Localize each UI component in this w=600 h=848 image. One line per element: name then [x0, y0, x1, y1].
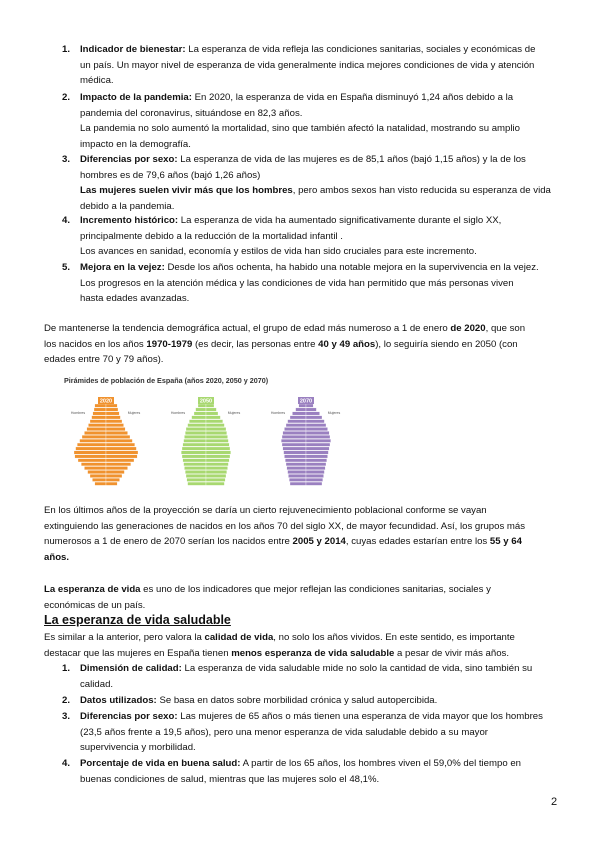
page-number: 2	[551, 796, 558, 808]
text: ), lo seguiría siendo en 2050 (con	[375, 338, 518, 350]
pyramid-bar-left	[90, 420, 106, 423]
list-item	[62, 260, 562, 307]
paragraph-rejuvenecimiento	[44, 503, 554, 565]
figure-title: Pirámides de población de España (años 2020, 2050 y 2070)	[64, 376, 269, 385]
item-text: La esperanza de vida saludable mide no solo la cantidad de vida, sino también su	[184, 663, 533, 674]
item-number: 3.	[62, 711, 71, 722]
pyramid-bar-left	[90, 474, 106, 477]
text: Es similar a la anterior, pero valora la	[44, 632, 205, 643]
item-text: calidad.	[80, 678, 114, 690]
pyramid-bar-left	[84, 466, 106, 469]
item-number: 3.	[62, 154, 71, 165]
text: , que son	[485, 323, 526, 334]
item-number: 1.	[62, 44, 71, 55]
pyramid-bar-right	[206, 435, 228, 438]
text: numerosos a 1 de enero de 2070 serían los nacidos entre	[44, 536, 293, 547]
pyramid-bar-right	[106, 439, 132, 442]
pyramid-bar-right	[206, 427, 226, 430]
pyramid-bar-left	[284, 455, 306, 458]
pyramid-bar-left	[184, 435, 206, 438]
label-mujeres: Mujeres	[227, 411, 241, 415]
pyramid-bar-right	[306, 478, 323, 481]
pyramid-bar-left	[289, 478, 306, 481]
pyramid-bar-left	[184, 463, 206, 466]
item-text: médica.	[80, 75, 114, 86]
pyramid-bar-left	[81, 463, 106, 466]
pyramid-bar-left	[95, 482, 106, 485]
pyramid-bar-right	[306, 427, 328, 430]
pyramid-bar-right	[306, 420, 324, 423]
list-item	[62, 213, 562, 260]
pyramid-bar-right	[206, 478, 225, 481]
pyramid-bar-right	[106, 466, 128, 469]
pyramid-bar-right	[106, 420, 122, 423]
pyramid-bar-right	[306, 455, 328, 458]
pyramid-bar-left	[284, 451, 306, 454]
pyramid-bar-left	[92, 478, 106, 481]
text: De mantenerse la tendencia demográfica actual, el grupo de edad más numeroso a 1 de enero	[44, 323, 451, 334]
emphasis: 55 y 64	[489, 536, 522, 547]
pyramid-bar-right	[306, 412, 320, 415]
pyramid-bar-right	[306, 463, 326, 466]
text: , no solo los años vividos. En este sentido, es importante	[273, 632, 515, 643]
pyramid-bar-right	[106, 416, 120, 419]
item-number: 2.	[62, 92, 71, 103]
paragraph-tendencia	[44, 321, 554, 368]
pyramid-bar-left	[94, 408, 106, 411]
pyramid-bar-left	[296, 408, 306, 411]
pyramid-bar-right	[306, 431, 329, 434]
pyramid-bar-right	[206, 443, 229, 446]
pyramid-bar-left	[188, 424, 206, 427]
item-title: Porcentaje de vida en buena salud:	[80, 758, 241, 769]
item-number: 4.	[62, 758, 71, 769]
item-text: , pero ambos sexos han visto reducida su esperanza de vida	[292, 185, 551, 196]
pyramid-bar-left	[182, 455, 206, 458]
pyramid-bar-right	[306, 408, 316, 411]
emphasis: La esperanza de vida	[44, 584, 141, 595]
item-title: Diferencias por sexo:	[80, 154, 178, 165]
label-hombres: Hombres	[70, 411, 86, 415]
emphasis: 40 y 49 años	[318, 338, 376, 350]
pyramid-bar-right	[306, 470, 324, 473]
pyramid-bar-right	[306, 443, 330, 446]
item-title: Indicador de bienestar:	[80, 44, 186, 55]
pyramid-bar-left	[84, 431, 106, 434]
text: extinguiendo las generaciones de nacidos en los años 70 del siglo XX, de mayor fecundidad. Así, los grupos más	[44, 520, 526, 532]
emphasis: calidad de vida	[204, 632, 274, 643]
pyramid-bar-right	[206, 424, 224, 427]
year-label: 2050	[199, 398, 213, 405]
text: los nacidos en los años	[44, 338, 147, 350]
pyramid-bar-right	[106, 412, 119, 415]
pyramid-bar-right	[206, 470, 227, 473]
pyramid-bar-right	[306, 459, 327, 462]
item-text: debido a la pandemia.	[80, 200, 175, 212]
pyramid-bar-left	[286, 463, 306, 466]
emphasis: 1970-1979	[146, 338, 193, 350]
pyramid-2070	[271, 397, 341, 485]
pyramid-bar-left	[77, 443, 106, 446]
pyramid-bar-left	[288, 420, 306, 423]
pyramid-bar-left	[78, 459, 106, 462]
emphasis: años.	[44, 551, 70, 563]
pyramid-bar-right	[106, 431, 128, 434]
item-text: (23,5 años frente a 19,5 años), pero una menor esperanza de vida saludable debido a su mayor	[80, 726, 489, 738]
pyramid-bar-left	[186, 427, 206, 430]
paragraph-indicador	[44, 582, 554, 613]
pyramid-bar-left	[188, 482, 206, 485]
pyramid-bar-right	[106, 463, 131, 466]
text: (es decir, las personas entre	[192, 338, 319, 350]
pyramid-bar-left	[284, 427, 306, 430]
item-number: 2.	[62, 695, 71, 706]
label-hombres: Hombres	[170, 411, 186, 415]
pyramid-bar-left	[80, 439, 106, 442]
item-text: La esperanza de vida refleja las condiciones sanitarias, sociales y económicas de	[188, 44, 536, 55]
pyramid-bar-right	[106, 459, 134, 462]
emphasis: de 2020	[450, 323, 486, 334]
pyramid-bar-left	[92, 416, 106, 419]
list-item	[62, 709, 562, 756]
list-item	[62, 693, 562, 709]
pyramid-bar-left	[290, 416, 306, 419]
pyramid-bar-left	[283, 431, 306, 434]
pyramid-bar-left	[292, 412, 306, 415]
pyramid-bar-right	[206, 466, 228, 469]
item-text: Los progresos en la atención médica y las condiciones de vida han permitido que más personas viven	[80, 277, 514, 289]
pyramid-2020	[71, 397, 141, 485]
pyramid-bar-right	[106, 443, 135, 446]
item-text: Desde los años ochenta, ha habido una notable mejora en la supervivencia en la vejez.	[167, 262, 539, 273]
year-label: 2020	[99, 398, 113, 405]
pyramid-bar-right	[206, 455, 230, 458]
text: destacar que las mujeres en España tienen	[44, 647, 232, 659]
pyramid-bar-right	[206, 412, 218, 415]
list-item	[62, 661, 562, 692]
pyramid-bar-left	[288, 470, 306, 473]
pyramid-bar-right	[106, 408, 118, 411]
item-text: En 2020, la esperanza de vida en España disminuyó 1,24 años debido a la	[194, 92, 514, 103]
pyramid-bar-left	[189, 420, 206, 423]
item-text: buenas condiciones de salud, mientras que las mujeres solo el 48,1%.	[80, 773, 380, 785]
population-pyramids-figure	[64, 376, 354, 496]
pyramid-bar-right	[306, 435, 330, 438]
pyramid-bar-right	[106, 482, 117, 485]
year-label: 2070	[299, 398, 313, 405]
item-number: 1.	[62, 663, 71, 674]
pyramid-bar-right	[106, 435, 130, 438]
item-title: Diferencias por sexo:	[80, 711, 178, 722]
pyramid-bar-right	[306, 416, 322, 419]
item-text: Las mujeres de 65 años o más tienen una esperanza de vida mayor que los hombres	[180, 711, 543, 722]
item-text: La esperanza de vida de las mujeres es de 85,1 años (bajó 1,15 años) y la de los	[180, 154, 526, 165]
pyramid-bar-left	[183, 459, 206, 462]
item-text: Los avances en sanidad, economía y estilos de vida han sido cruciales para este incremento.	[80, 246, 477, 257]
label-mujeres: Mujeres	[327, 411, 341, 415]
pyramid-bar-left	[285, 459, 306, 462]
pyramid-bar-right	[306, 482, 322, 485]
list-item	[62, 152, 562, 214]
pyramid-bar-left	[282, 443, 306, 446]
pyramid-bar-left	[93, 412, 106, 415]
pyramid-bar-right	[306, 474, 324, 477]
item-text: principalmente debido a la reducción de la mortalidad infantil .	[80, 230, 343, 242]
pyramid-bar-right	[106, 447, 136, 450]
pyramid-bar-left	[182, 447, 206, 450]
pyramid-bar-left	[87, 427, 106, 430]
pyramid-bar-left	[288, 474, 306, 477]
item-title: Incremento histórico:	[80, 215, 179, 226]
label-hombres: Hombres	[270, 411, 286, 415]
text: edades entre 70 y 79 años).	[44, 354, 164, 365]
pyramids-svg	[46, 386, 341, 496]
item-title: Datos utilizados:	[80, 695, 157, 706]
pyramid-bar-left	[76, 447, 106, 450]
label-mujeres: Mujeres	[127, 411, 141, 415]
item-text: supervivencia y morbilidad.	[80, 742, 196, 753]
pyramid-bar-right	[106, 470, 124, 473]
pyramid-bar-right	[206, 420, 223, 423]
pyramid-bar-left	[287, 466, 306, 469]
pyramid-bar-left	[82, 435, 106, 438]
section-heading: La esperanza de vida saludable	[44, 613, 231, 627]
pyramid-bar-right	[106, 455, 137, 458]
pyramid-2050	[171, 397, 241, 485]
pyramid-bar-left	[281, 439, 306, 442]
pyramid-bar-right	[106, 427, 125, 430]
pyramid-bar-left	[181, 451, 206, 454]
pyramid-bar-left	[75, 455, 106, 458]
pyramid-bar-right	[306, 466, 325, 469]
pyramid-bar-right	[306, 439, 331, 442]
pyramid-bar-right	[306, 451, 328, 454]
pyramid-bar-left	[187, 478, 206, 481]
item-title: Dimensión de calidad:	[80, 663, 182, 674]
item-text: La esperanza de vida ha aumentado significativamente durante el siglo XX,	[180, 215, 502, 226]
pyramid-bar-left	[185, 431, 206, 434]
text: , cuyas edades estarían entre los	[345, 536, 490, 547]
item-text: A partir de los 65 años, los hombres viven el 59,0% del tiempo en	[242, 758, 522, 769]
item-text: un país. Un mayor nivel de esperanza de vida generalmente indica mejores condiciones de vida y atención	[80, 59, 535, 71]
list-item	[62, 90, 562, 152]
text: es uno de los indicadores que mejor reflejan las condiciones sanitarias, sociales y	[140, 584, 491, 595]
pyramid-bar-left	[184, 439, 206, 442]
item-text: hombres es de 79,6 años (bajó 1,26 años)	[80, 169, 261, 181]
pyramid-bar-right	[206, 408, 216, 411]
pyramid-bar-left	[290, 482, 306, 485]
paragraph-saludable	[44, 630, 554, 661]
pyramid-bar-left	[74, 451, 106, 454]
pyramid-bar-right	[206, 482, 224, 485]
pyramid-bar-right	[306, 424, 326, 427]
pyramid-bar-right	[206, 459, 229, 462]
pyramid-bar-right	[206, 463, 228, 466]
pyramid-bar-right	[106, 478, 120, 481]
list-item	[62, 756, 562, 787]
pyramid-bar-right	[106, 424, 124, 427]
pyramid-bar-left	[186, 474, 206, 477]
pyramid-bar-right	[306, 447, 329, 450]
pyramid-bar-left	[283, 447, 306, 450]
item-text: Se basa en datos sobre morbilidad crónica y salud autopercibida.	[159, 695, 438, 706]
text: En los últimos años de la proyección se daría un cierto rejuvenecimiento poblacional conforme se vayan	[44, 505, 487, 516]
pyramid-bar-left	[183, 443, 206, 446]
pyramid-bar-right	[206, 451, 231, 454]
item-text: pandemia del coronavirus, situándose en 82,3 años.	[80, 107, 303, 119]
item-number: 5.	[62, 262, 71, 273]
pyramid-bar-left	[286, 424, 306, 427]
pyramid-bar-left	[192, 416, 206, 419]
item-emphasis: Las mujeres suelen vivir más que los hombres	[80, 185, 293, 196]
text: económicas de un país.	[44, 599, 146, 611]
pyramid-bar-right	[106, 451, 138, 454]
item-title: Mejora en la vejez:	[80, 262, 165, 273]
emphasis: 2005 y 2014	[292, 536, 346, 547]
pyramid-bar-left	[196, 408, 206, 411]
list-item	[62, 42, 562, 89]
pyramid-bar-left	[88, 424, 106, 427]
pyramid-bar-right	[206, 474, 226, 477]
pyramid-bar-left	[184, 466, 206, 469]
item-text: hasta edades avanzadas.	[80, 293, 190, 304]
item-number: 4.	[62, 215, 71, 226]
item-title: Impacto de la pandemia:	[80, 92, 192, 103]
pyramid-bar-right	[206, 439, 228, 442]
item-text: impacto en la demografía.	[80, 138, 191, 150]
pyramid-bar-right	[206, 447, 230, 450]
pyramid-bar-left	[88, 470, 106, 473]
pyramid-bar-right	[106, 474, 122, 477]
emphasis: menos esperanza de vida saludable	[231, 647, 395, 659]
item-text: La pandemia no solo aumentó la mortalidad, sino que también afectó la natalidad, mostrando su amplio	[80, 123, 520, 134]
pyramid-bar-right	[206, 416, 220, 419]
pyramid-bar-right	[206, 431, 227, 434]
text: a pesar de vivir más años.	[394, 647, 510, 659]
pyramid-bar-left	[282, 435, 306, 438]
pyramid-bar-left	[185, 470, 206, 473]
pyramid-bar-left	[194, 412, 206, 415]
